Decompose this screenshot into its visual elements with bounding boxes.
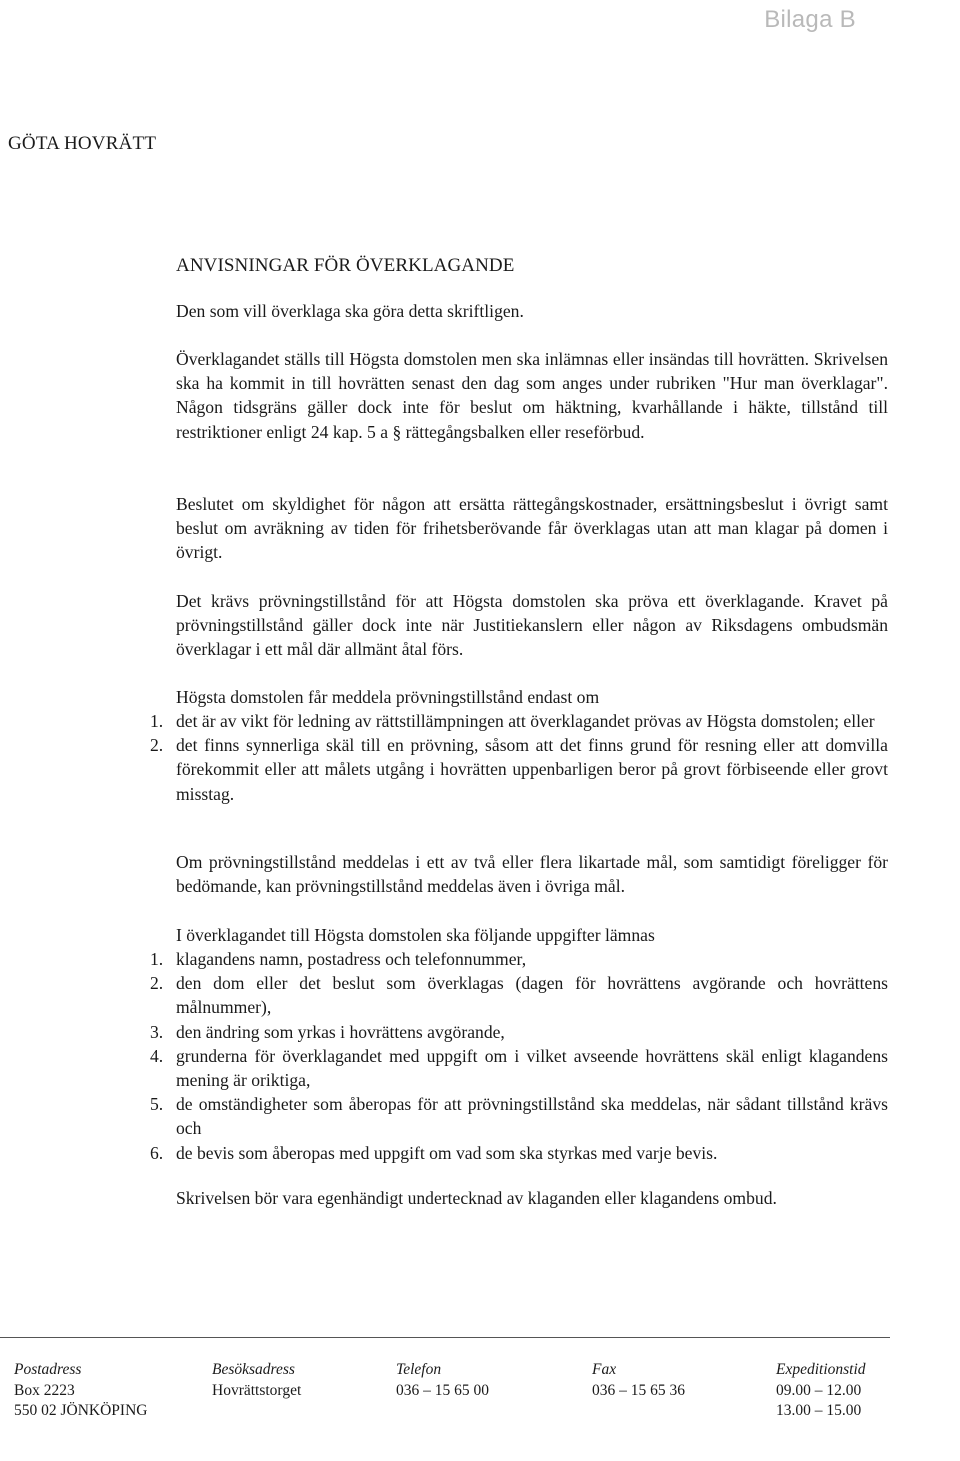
court-name: GÖTA HOVRÄTT: [8, 133, 157, 154]
footer-fax-line1: 036 – 15 65 36: [592, 1381, 685, 1399]
list-item-number: 1.: [150, 711, 164, 731]
list-item-text: den ändring som yrkas i hovrättens avgörande,: [176, 1021, 505, 1042]
footer-postal-line2: 550 02 JÖNKÖPING: [14, 1402, 148, 1419]
footer-visit-label: Besöksadress: [212, 1361, 295, 1378]
list-item-text: den dom eller det beslut som överklagas (dagen för hovrättens avgörande och hovrättens målnummer),: [176, 973, 888, 1018]
footer-hours-label: Expeditionstid: [776, 1361, 866, 1378]
required-info-list: [0, 947, 888, 1165]
footer-postal-label: Postadress: [14, 1361, 82, 1378]
footer-phone-label: Telefon: [396, 1361, 442, 1378]
paragraph-where-to-submit: Överklagandet ställs till Högsta domstolen men ska inlämnas eller insändas till hovrätten. Skrivelsen ska ha kommit in till hovrätten senast den dag som anges under rubriken "Hur man överklagar". Någon tidsgräns gäller dock inte för beslut om häktning, kvarhållande i häkte, tillstånd till restriktioner enligt 24 kap. 5 a § rättegångsbalken eller reseförbud.: [176, 349, 888, 442]
footer-postal: [14, 1360, 147, 1422]
list-item: [0, 709, 888, 733]
list-item-text: de bevis som åberopas med uppgift om vad som ska styrkas med varje bevis.: [176, 1142, 718, 1163]
paragraph-required-info-intro: I överklagandet till Högsta domstolen ska följande uppgifter lämnas: [176, 925, 655, 945]
list-item-text: det är av vikt för ledning av rättstillämpningen att överklagandet prövas av Högsta domstolen; eller: [176, 711, 875, 731]
paragraph-leave-required: Det krävs prövningstillstånd för att Högsta domstolen ska pröva ett överklagande. Kravet på prövningstillstånd gäller dock inte när Justitiekanslern eller någon av Riksdagens ombudsmän överklagar i ett mål där allmänt åtal förs.: [176, 591, 888, 660]
list-item-text: det finns synnerliga skäl till en prövning, såsom att det finns grund för resning eller att domvilla förekommit eller att målets utgång i hovrätten uppenbarligen beror på grovt förbiseende eller grovt misstag.: [176, 735, 888, 804]
list-item-text: de omständigheter som åberopas för att prövningstillstånd ska meddelas, när sådant tillstånd krävs och: [176, 1094, 888, 1139]
footer-phone-line1: 036 – 15 65 00: [396, 1381, 489, 1399]
paragraph-costs-decision: Beslutet om skyldighet för någon att ersätta rättegångskostnader, ersättningsbeslut i övrigt samt beslut om avräkning av tiden för frihetsberövande får överklagas utan att man klagar på domen i övrigt.: [176, 494, 888, 563]
list-item: [0, 1141, 888, 1165]
list-item-text: klagandens namn, postadress och telefonnummer,: [176, 949, 527, 969]
paragraph-written-appeal: Den som vill överklaga ska göra detta skriftligen.: [176, 301, 524, 321]
list-item: [0, 947, 888, 971]
footer-visit: [212, 1360, 301, 1401]
list-item-number: 2.: [150, 973, 164, 994]
list-item-number: 1.: [150, 949, 164, 969]
footer-postal-line1: Box 2223: [14, 1381, 75, 1399]
footer-hours-line1: 09.00 – 12.00: [776, 1381, 862, 1399]
leave-conditions-list: [0, 709, 888, 806]
list-item: [0, 1020, 888, 1044]
footer-fax: [592, 1360, 685, 1401]
list-item-number: 5.: [150, 1094, 164, 1115]
footer-hours-line2: 13.00 – 15.00: [776, 1402, 862, 1419]
attachment-stamp: Bilaga B: [764, 6, 856, 33]
list-item-number: 3.: [150, 1021, 164, 1042]
list-item: [0, 1092, 888, 1140]
document-heading: ANVISNINGAR FÖR ÖVERKLAGANDE: [176, 255, 515, 276]
list-item-number: 6.: [150, 1142, 164, 1163]
list-item-number: 2.: [150, 735, 164, 756]
list-item: [0, 733, 888, 806]
footer-phone: [396, 1360, 489, 1401]
paragraph-similar-cases: Om prövningstillstånd meddelas i ett av två eller flera likartade mål, som samtidigt föreligger för bedömande, kan prövningstillstånd meddelas även i övriga mål.: [176, 852, 888, 897]
list-item-text: grunderna för överklagandet med uppgift om i vilket avseende hovrättens skäl enligt klagandens mening är oriktiga,: [176, 1045, 888, 1091]
list-item-number: 4.: [150, 1045, 164, 1066]
paragraph-leave-conditions-intro: Högsta domstolen får meddela prövningstillstånd endast om: [176, 687, 600, 707]
paragraph-signature: Skrivelsen bör vara egenhändigt undertecknad av klaganden eller klagandens ombud.: [176, 1188, 777, 1208]
footer-visit-line1: Hovrättstorget: [212, 1381, 302, 1399]
list-item: [0, 1044, 888, 1092]
footer-divider: [0, 1337, 890, 1338]
footer-fax-label: Fax: [592, 1361, 617, 1378]
list-item: [0, 971, 888, 1019]
footer-hours: [776, 1360, 866, 1422]
